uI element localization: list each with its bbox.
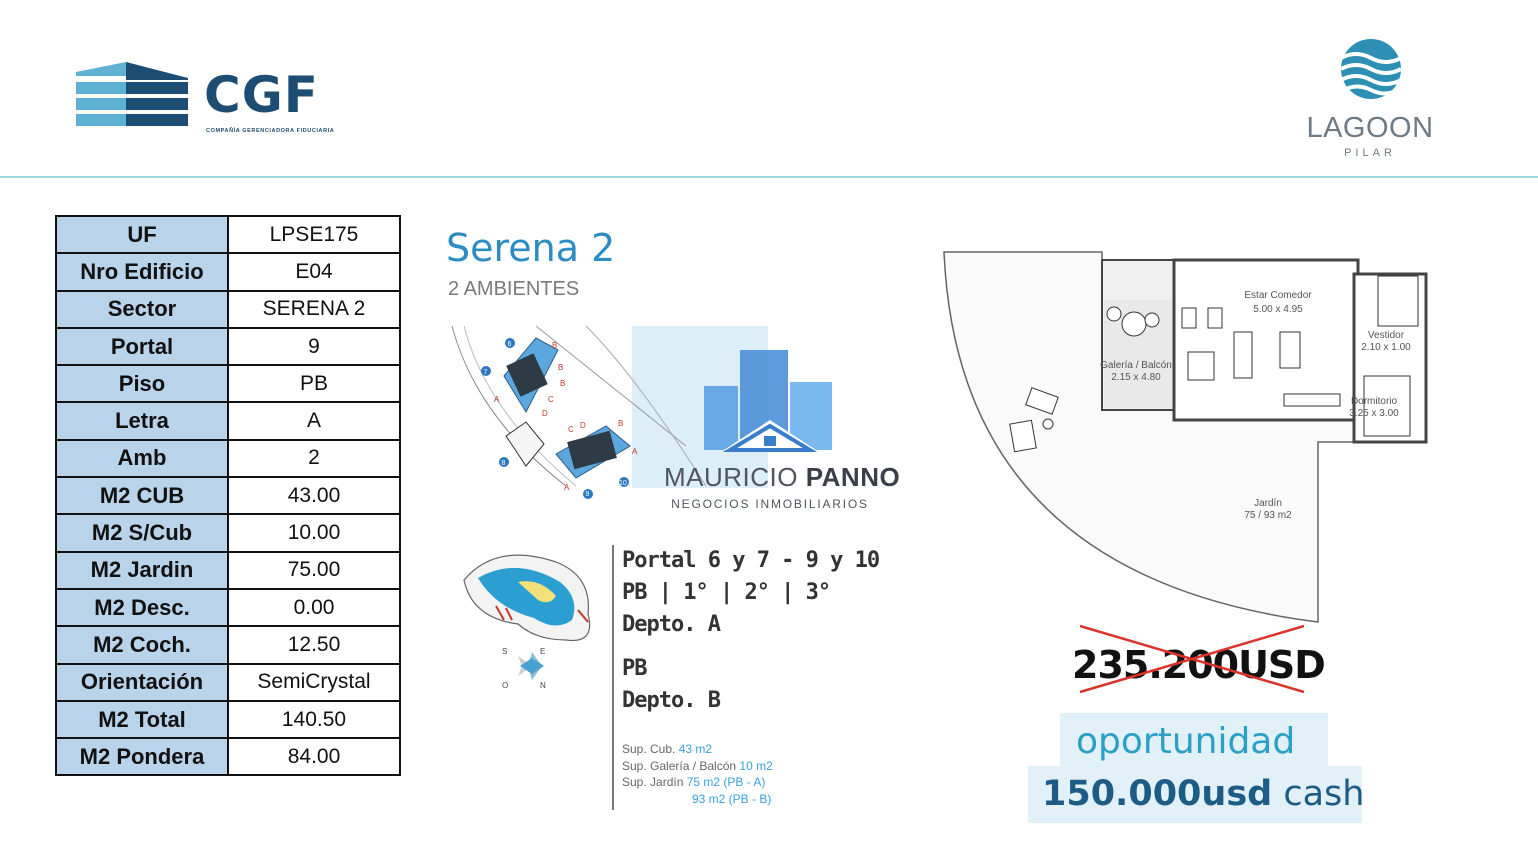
map-label-b2: B (558, 363, 564, 372)
table-row (56, 626, 400, 663)
cgf-subtitle: COMPAÑÍA GERENCIADORA FIDUCIARIA (206, 128, 335, 134)
map-label-a1: A (494, 395, 500, 404)
lagoon-subtitle: PILAR (1344, 147, 1396, 159)
spec-value: 75.00 (228, 552, 400, 589)
spec-value: 84.00 (228, 738, 400, 775)
header-divider (0, 176, 1538, 178)
map-label-b4: B (618, 419, 624, 428)
compass-rose-icon (518, 652, 544, 680)
watermark (664, 346, 901, 516)
cash-price-badge (1028, 766, 1365, 823)
surface-jardin: Sup. Jardín 75 m2 (PB - A) (622, 775, 766, 789)
portal-line-3: Depto. A (622, 612, 720, 637)
table-row (56, 477, 400, 514)
lagoon-name: LAGOON (1306, 112, 1434, 144)
spec-label: Orientación (56, 664, 228, 701)
spec-label: M2 Coch. (56, 626, 228, 663)
spec-label: M2 Jardin (56, 552, 228, 589)
table-row (56, 701, 400, 738)
table-row (56, 552, 400, 589)
table-row (56, 402, 400, 439)
spec-value: 0.00 (228, 589, 400, 626)
spec-label: M2 Desc. (56, 589, 228, 626)
portal-line-2: PB | 1° | 2° | 3° (622, 580, 831, 605)
spec-value: 12.50 (228, 626, 400, 663)
room-estar-label: Estar Comedor (1244, 290, 1312, 301)
opportunity-badge (1060, 713, 1328, 769)
spec-label: Nro Edificio (56, 253, 228, 290)
spec-label: M2 CUB (56, 477, 228, 514)
spec-value: 10.00 (228, 514, 400, 551)
product-title: Serena 2 (446, 226, 616, 270)
spec-value: SemiCrystal (228, 664, 400, 701)
spec-value: 2 (228, 440, 400, 477)
portal-marker-8: 8 (501, 460, 506, 467)
table-row (56, 328, 400, 365)
spec-label: Portal (56, 328, 228, 365)
compass-s: S (502, 647, 508, 656)
portal-line-1: Portal 6 y 7 - 9 y 10 (622, 548, 880, 573)
room-jardin-label: Jardín (1254, 498, 1282, 509)
cash-price: 150.000usd cash (1042, 774, 1365, 814)
watermark-buildings-icon (664, 346, 876, 456)
portal-line-5: Depto. B (622, 688, 720, 713)
watermark-name: MAURICIO PANNO (664, 462, 901, 492)
room-galeria-label: Galería / Balcón (1100, 360, 1172, 371)
map-label-d1: D (542, 409, 548, 418)
map-label-b1: B (552, 341, 558, 350)
room-estar-dim: 5.00 x 4.95 (1253, 304, 1303, 315)
spec-label: M2 Total (56, 701, 228, 738)
spec-value: SERENA 2 (228, 291, 400, 328)
spec-value: A (228, 402, 400, 439)
map-label-c1: C (548, 395, 554, 404)
spec-value: LPSE175 (228, 216, 400, 253)
portal-marker-9: 9 (585, 491, 590, 498)
surface-cub: Sup. Cub. 43 m2 (622, 742, 713, 756)
table-row (56, 440, 400, 477)
room-dormitorio-dim: 3.25 x 3.00 (1349, 408, 1399, 419)
room-vestidor-dim: 2.10 x 1.00 (1361, 342, 1411, 353)
price-strike-icon (1076, 620, 1308, 698)
opportunity-text: oportunidad (1076, 721, 1296, 762)
table-row (56, 514, 400, 551)
spec-label: Amb (56, 440, 228, 477)
spec-label: Letra (56, 402, 228, 439)
compass-n: N (540, 681, 546, 690)
portal-marker-6: 6 (507, 341, 512, 348)
portal-line-4: PB (622, 656, 647, 681)
wave-icon (1300, 36, 1440, 106)
surface-galeria: Sup. Galería / Balcón 10 m2 (622, 758, 773, 773)
spec-value: PB (228, 365, 400, 402)
watermark-subtitle: NEGOCIOS INMOBILIARIOS (671, 497, 869, 511)
spec-label: Sector (56, 291, 228, 328)
spec-label: M2 Pondera (56, 738, 228, 775)
table-row (56, 365, 400, 402)
surface-jardin-b: 93 m2 (PB - B) (692, 791, 772, 806)
room-dormitorio-label: Dormitorio (1350, 396, 1398, 407)
old-price: 235.200USD (1072, 643, 1325, 687)
table-row (56, 589, 400, 626)
spec-label: UF (56, 216, 228, 253)
lagoon-overview-map (456, 548, 606, 694)
lagoon-logo (1300, 36, 1440, 160)
spec-label: Piso (56, 365, 228, 402)
table-row (56, 253, 400, 290)
portal-marker-10: 10 (619, 480, 627, 487)
surface-list (622, 741, 773, 807)
spec-table (55, 215, 401, 776)
spec-value: E04 (228, 253, 400, 290)
compass-e: E (540, 647, 546, 656)
room-vestidor-label: Vestidor (1367, 330, 1405, 341)
table-row (56, 664, 400, 701)
cgf-logo (74, 60, 344, 140)
spec-value: 140.50 (228, 701, 400, 738)
map-label-d2: D (580, 421, 586, 430)
cgf-name: CGF (204, 66, 319, 124)
room-jardin-dim: 75 / 93 m2 (1244, 510, 1292, 521)
spec-label: M2 S/Cub (56, 514, 228, 551)
spec-value: 9 (228, 328, 400, 365)
map-label-b3: B (560, 379, 566, 388)
cgf-building-icon (74, 60, 194, 140)
table-row (56, 291, 400, 328)
table-row (56, 216, 400, 253)
room-galeria-dim: 2.15 x 4.80 (1111, 372, 1161, 383)
map-label-a2: A (632, 447, 638, 456)
spec-value: 43.00 (228, 477, 400, 514)
map-label-a3: A (564, 483, 570, 492)
portal-info (612, 545, 880, 810)
product-subtitle: 2 AMBIENTES (448, 278, 580, 300)
floor-plan (938, 246, 1438, 626)
compass-o: O (502, 681, 509, 690)
map-label-c2: C (568, 425, 574, 434)
portal-marker-7: 7 (483, 369, 488, 376)
table-row (56, 738, 400, 775)
